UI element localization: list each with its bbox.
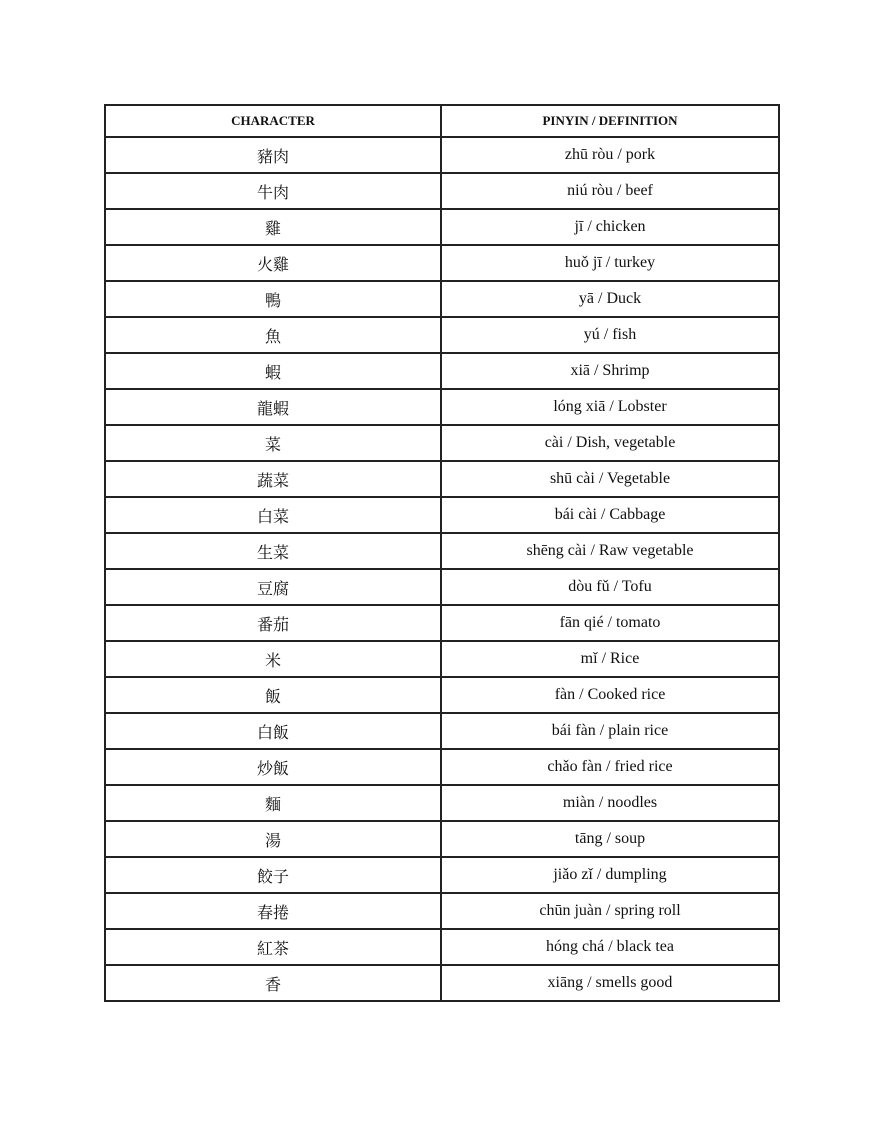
pinyin-definition-cell: huǒ jī / turkey: [441, 245, 779, 281]
pinyin-definition-cell: cài / Dish, vegetable: [441, 425, 779, 461]
character-cell: 鴨: [105, 281, 441, 317]
character-cell: 菜: [105, 425, 441, 461]
character-cell: 飯: [105, 677, 441, 713]
character-cell: 雞: [105, 209, 441, 245]
character-cell: 餃子: [105, 857, 441, 893]
pinyin-definition-cell: xiā / Shrimp: [441, 353, 779, 389]
character-cell: 白飯: [105, 713, 441, 749]
table-row: [105, 353, 779, 389]
table-row: [105, 209, 779, 245]
character-cell: 豬肉: [105, 137, 441, 173]
table-row: [105, 281, 779, 317]
pinyin-definition-cell: xiāng / smells good: [441, 965, 779, 1001]
character-cell: 牛肉: [105, 173, 441, 209]
character-cell: 麵: [105, 785, 441, 821]
pinyin-definition-cell: tāng / soup: [441, 821, 779, 857]
table-row: [105, 497, 779, 533]
pinyin-definition-cell: niú ròu / beef: [441, 173, 779, 209]
pinyin-definition-cell: mǐ / Rice: [441, 641, 779, 677]
table-row: [105, 533, 779, 569]
header-pinyin-definition: PINYIN / DEFINITION: [441, 105, 779, 137]
pinyin-definition-cell: yú / fish: [441, 317, 779, 353]
table-row: [105, 641, 779, 677]
character-cell: 魚: [105, 317, 441, 353]
pinyin-definition-cell: dòu fǔ / Tofu: [441, 569, 779, 605]
table-header-row: [105, 105, 779, 137]
table-row: [105, 893, 779, 929]
pinyin-definition-cell: chūn juàn / spring roll: [441, 893, 779, 929]
pinyin-definition-cell: miàn / noodles: [441, 785, 779, 821]
character-cell: 龍蝦: [105, 389, 441, 425]
character-cell: 湯: [105, 821, 441, 857]
table-row: [105, 137, 779, 173]
table-row: [105, 713, 779, 749]
pinyin-definition-cell: jiǎo zǐ / dumpling: [441, 857, 779, 893]
pinyin-definition-cell: shēng cài / Raw vegetable: [441, 533, 779, 569]
character-cell: 番茄: [105, 605, 441, 641]
pinyin-definition-cell: jī / chicken: [441, 209, 779, 245]
table-row: [105, 317, 779, 353]
table-row: [105, 569, 779, 605]
character-cell: 紅茶: [105, 929, 441, 965]
pinyin-definition-cell: lóng xiā / Lobster: [441, 389, 779, 425]
table-row: [105, 965, 779, 1001]
character-cell: 炒飯: [105, 749, 441, 785]
character-cell: 春捲: [105, 893, 441, 929]
character-cell: 香: [105, 965, 441, 1001]
table-row: [105, 389, 779, 425]
header-character: CHARACTER: [105, 105, 441, 137]
table-row: [105, 173, 779, 209]
character-cell: 蝦: [105, 353, 441, 389]
character-cell: 火雞: [105, 245, 441, 281]
pinyin-definition-cell: fān qié / tomato: [441, 605, 779, 641]
table-row: [105, 857, 779, 893]
character-cell: 蔬菜: [105, 461, 441, 497]
table-row: [105, 461, 779, 497]
pinyin-definition-cell: yā / Duck: [441, 281, 779, 317]
vocabulary-table: [104, 104, 780, 1002]
pinyin-definition-cell: hóng chá / black tea: [441, 929, 779, 965]
pinyin-definition-cell: zhū ròu / pork: [441, 137, 779, 173]
pinyin-definition-cell: shū cài / Vegetable: [441, 461, 779, 497]
table-row: [105, 785, 779, 821]
table-row: [105, 425, 779, 461]
table-row: [105, 605, 779, 641]
pinyin-definition-cell: fàn / Cooked rice: [441, 677, 779, 713]
character-cell: 白菜: [105, 497, 441, 533]
character-cell: 生菜: [105, 533, 441, 569]
table-row: [105, 677, 779, 713]
pinyin-definition-cell: bái cài / Cabbage: [441, 497, 779, 533]
table-row: [105, 749, 779, 785]
table-row: [105, 929, 779, 965]
pinyin-definition-cell: chǎo fàn / fried rice: [441, 749, 779, 785]
table-row: [105, 245, 779, 281]
character-cell: 豆腐: [105, 569, 441, 605]
pinyin-definition-cell: bái fàn / plain rice: [441, 713, 779, 749]
character-cell: 米: [105, 641, 441, 677]
table-row: [105, 821, 779, 857]
